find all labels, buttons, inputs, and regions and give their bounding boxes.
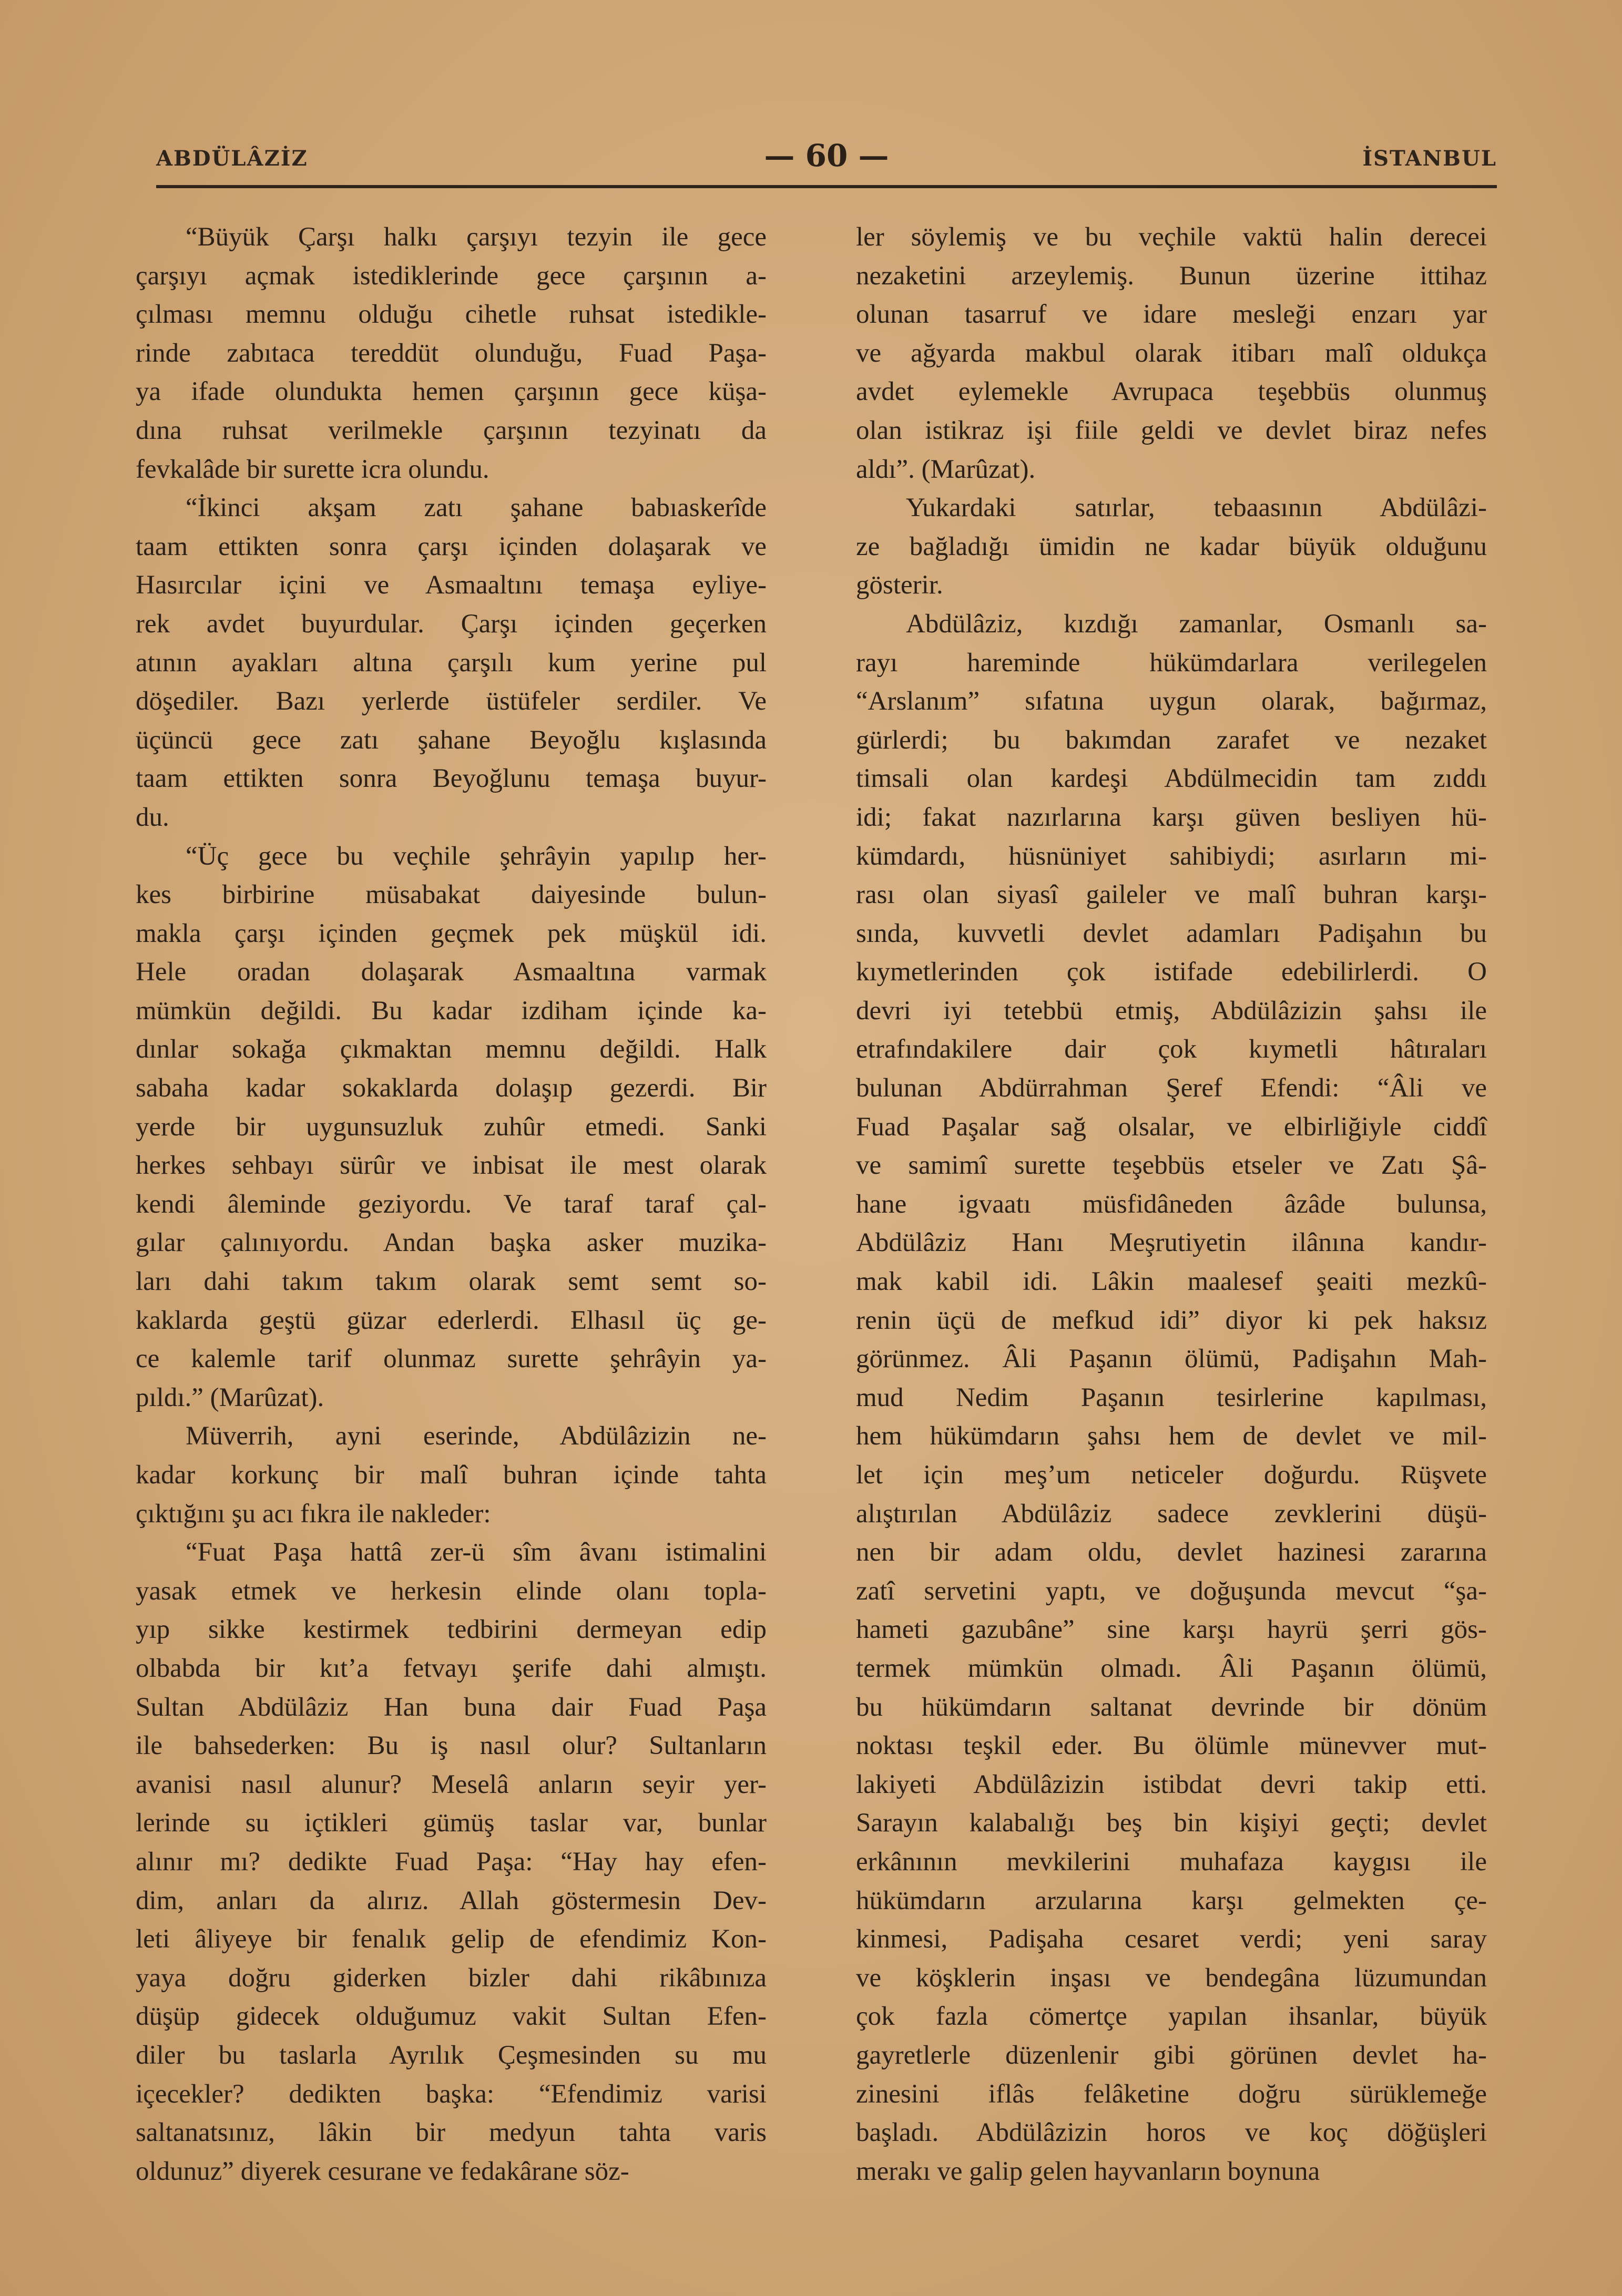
text-line: rinde zabıtaca tereddüt olunduğu, Fuad Paşa- bbox=[136, 338, 767, 368]
text-line: mümkün değildi. Bu kadar izdiham içinde ka- bbox=[136, 996, 767, 1026]
text-line: yıp sikke kestirmek tedbirini dermeyan edip bbox=[136, 1615, 767, 1645]
text-line: Sultan Abdülâziz Han buna dair Fuad Paşa bbox=[136, 1692, 767, 1722]
text-line: gürlerdi; bu bakımdan zarafet ve nezaket bbox=[856, 725, 1487, 755]
text-line: Müverrih, ayni eserinde, Abdülâzizin ne- bbox=[186, 1421, 767, 1451]
text-line: lerinde su içtikleri gümüş taslar var, bunlar bbox=[136, 1808, 767, 1838]
text-line: hameti gazubâne” sine karşı hayrü şerri gös- bbox=[856, 1615, 1487, 1645]
text-line: “Fuat Paşa hattâ zer-ü sîm âvanı istimalini bbox=[186, 1538, 767, 1567]
text-line: dınlar sokağa çıkmaktan memnu değildi. Halk bbox=[136, 1034, 767, 1064]
text-line: noktası teşkil eder. Bu ölümle münevver mut- bbox=[856, 1731, 1487, 1761]
text-line: bulunan Abdürrahman Şeref Efendi: “Âli ve bbox=[856, 1073, 1487, 1103]
text-line: sında, kuvvetli devlet adamları Padişahın bu bbox=[856, 918, 1487, 948]
text-line: dına ruhsat verilmekle çarşının tezyinatı da bbox=[136, 415, 767, 445]
text-line: olan istikraz işi fiile geldi ve devlet biraz nefes bbox=[856, 415, 1487, 445]
text-line: içecekler? dedikten başka: “Efendimiz varisi bbox=[136, 2079, 767, 2109]
left-text-column bbox=[136, 218, 767, 2191]
text-line: erkânının mevkilerini muhafaza kaygısı ile bbox=[856, 1847, 1487, 1877]
text-line: zinesini iflâs felâketine doğru sürüklemeğe bbox=[856, 2079, 1487, 2109]
text-line: mud Nedim Paşanın tesirlerine kapılması, bbox=[856, 1382, 1487, 1412]
text-line: pıldı.” (Marûzat). bbox=[136, 1382, 324, 1412]
text-line: yaya doğru giderken bizler dahi rikâbınıza bbox=[136, 1963, 767, 1993]
text-line: “Üç gece bu veçhile şehrâyin yapılıp her- bbox=[186, 841, 767, 871]
text-line: ve köşklerin inşası ve bendegâna lüzumundan bbox=[856, 1963, 1487, 1993]
text-line: lakiyeti Abdülâzizin istibdat devri takip etti. bbox=[856, 1769, 1487, 1799]
text-line: avanisi nasıl alunur? Meselâ anların seyir yer- bbox=[136, 1769, 767, 1799]
text-line: termek mümkün olmadı. Âli Paşanın ölümü, bbox=[856, 1653, 1487, 1683]
text-line: rası olan siyasî gaileler ve malî buhran karşı- bbox=[856, 880, 1487, 910]
text-line: taam ettikten sonra Beyoğlunu temaşa buyur- bbox=[136, 764, 767, 794]
text-line: mak kabil idi. Lâkin maalesef şeaiti mezkû- bbox=[856, 1267, 1487, 1297]
text-line: kes birbirine müsabakat daiyesinde bulun- bbox=[136, 880, 767, 910]
text-line: zatî servetini yaptı, ve doğuşunda mevcut “şa- bbox=[856, 1576, 1487, 1606]
text-line: çıktığını şu acı fıkra ile nakleder: bbox=[136, 1499, 491, 1529]
header-book-title: ABDÜLÂZİZ bbox=[156, 146, 308, 171]
text-line: üçüncü gece zatı şahane Beyoğlu kışlasında bbox=[136, 725, 767, 755]
text-line: hükümdarın arzularına karşı gelmekten çe- bbox=[856, 1885, 1487, 1915]
text-line: timsali olan kardeşi Abdülmecidin tam zıddı bbox=[856, 764, 1487, 794]
running-header bbox=[156, 138, 1497, 175]
text-line: Fuad Paşalar sağ olsalar, ve elbirliğiyle ciddî bbox=[856, 1112, 1487, 1142]
text-line: “İkinci akşam zatı şahane babıaskerîde bbox=[186, 493, 767, 523]
text-line: hane igvaatı müsfidâneden âzâde bulunsa, bbox=[856, 1189, 1487, 1219]
text-line: nezaketini arzeylemiş. Bunun üzerine ittihaz bbox=[856, 261, 1487, 291]
text-line: kadar korkunç bir malî buhran içinde tahta bbox=[136, 1460, 767, 1490]
text-line: makla çarşı içinden geçmek pek müşkül idi. bbox=[136, 918, 767, 948]
text-line: Abdülâziz, kızdığı zamanlar, Osmanlı sa- bbox=[906, 609, 1487, 639]
text-line: “Büyük Çarşı halkı çarşıyı tezyin ile gece bbox=[186, 222, 767, 252]
text-line: Yukardaki satırlar, tebaasının Abdülâzi- bbox=[906, 493, 1487, 523]
text-line: Sarayın kalabalığı beş bin kişiyi geçti; devlet bbox=[856, 1808, 1487, 1838]
text-line: çılması memnu olduğu cihetle ruhsat istedikle- bbox=[136, 300, 767, 330]
text-line: Hele oradan dolaşarak Asmaaltına varmak bbox=[136, 957, 767, 987]
text-line: düşüp gidecek olduğumuz vakit Sultan Efen- bbox=[136, 2002, 767, 2032]
text-line: ile bahsederken: Bu iş nasıl olur? Sultanların bbox=[136, 1731, 767, 1761]
text-line: kaklarda geştü güzar ederlerdi. Elhasıl üç ge- bbox=[136, 1305, 767, 1335]
text-line: saltanatsınız, lâkin bir medyun tahta varis bbox=[136, 2118, 767, 2148]
text-line: kendi âleminde geziyordu. Ve taraf taraf çal- bbox=[136, 1189, 767, 1219]
text-line: rek avdet buyurdular. Çarşı içinden geçerken bbox=[136, 609, 767, 639]
text-line: diler bu taslarla Ayrılık Çeşmesinden su mu bbox=[136, 2040, 767, 2070]
text-line: olunan tasarruf ve idare mesleği enzarı yar bbox=[856, 300, 1487, 330]
text-line: atının ayakları altına çarşılı kum yerine pul bbox=[136, 648, 767, 678]
text-line: ları dahi takım takım olarak semt semt so- bbox=[136, 1267, 767, 1297]
text-line: let için meş’um neticeler doğurdu. Rüşvete bbox=[856, 1460, 1487, 1490]
text-line: çok fazla cömertçe yapılan ihsanlar, büyük bbox=[856, 2002, 1487, 2032]
text-line: ve samimî surette teşebbüs etseler ve Zatı Şâ- bbox=[856, 1151, 1487, 1181]
text-line: alıştırılan Abdülâziz sadece zevklerini düşü- bbox=[856, 1499, 1487, 1529]
text-line: gayretlerle düzenlenir gibi görünen devlet ha- bbox=[856, 2040, 1487, 2070]
text-line: döşediler. Bazı yerlerde üstüfeler serdiler. Ve bbox=[136, 686, 767, 716]
text-line: ya ifade olundukta hemen çarşının gece küşa- bbox=[136, 377, 767, 407]
text-line: Hasırcılar içini ve Asmaaltını temaşa eyliye- bbox=[136, 570, 767, 600]
text-line: kinmesi, Padişaha cesaret verdi; yeni saray bbox=[856, 1924, 1487, 1954]
text-line: ler söylemiş ve bu veçhile vaktü halin derecei bbox=[856, 222, 1487, 252]
text-line: görünmez. Âli Paşanın ölümü, Padişahın Mah- bbox=[856, 1344, 1487, 1374]
header-section-title: İSTANBUL bbox=[1362, 146, 1497, 171]
text-line: gösterir. bbox=[856, 570, 943, 600]
text-line: gılar çalınıyordu. Andan başka asker muzika- bbox=[136, 1228, 767, 1258]
text-line: aldı”. (Marûzat). bbox=[856, 454, 1036, 484]
text-line: alınır mı? dedikte Fuad Paşa: “Hay hay efen- bbox=[136, 1847, 767, 1877]
text-line: “Arslanım” sıfatına uygun olarak, bağırmaz, bbox=[856, 686, 1487, 716]
text-line: ce kalemle tarif olunmaz surette şehrâyin ya- bbox=[136, 1344, 767, 1374]
text-line: olbabda bir kıt’a fetvayı şerife dahi almıştı. bbox=[136, 1653, 767, 1683]
text-line: nen bir adam oldu, devlet hazinesi zararına bbox=[856, 1538, 1487, 1567]
text-line: etrafındakilere dair çok kıymetli hâtıraları bbox=[856, 1034, 1487, 1064]
text-line: avdet eylemekle Avrupaca teşebbüs olunmuş bbox=[856, 377, 1487, 407]
page-number: — 60 — bbox=[764, 138, 889, 173]
text-line: kümdardı, hüsnüniyet sahibiydi; asırların mi- bbox=[856, 841, 1487, 871]
text-line: çarşıyı açmak istediklerinde gece çarşının a- bbox=[136, 261, 767, 291]
text-line: bu hükümdarın saltanat devrinde bir dönüm bbox=[856, 1692, 1487, 1722]
text-line: devri iyi tetebbü etmiş, Abdülâzizin şahsı ile bbox=[856, 996, 1487, 1026]
text-line: Abdülâziz Hanı Meşrutiyetin ilânına kandır- bbox=[856, 1228, 1487, 1258]
text-line: hem hükümdarın şahsı hem de devlet ve mil- bbox=[856, 1421, 1487, 1451]
text-line: renin üçü de mefkud idi” diyor ki pek haksız bbox=[856, 1305, 1487, 1335]
text-line: yasak etmek ve herkesin elinde olanı topla- bbox=[136, 1576, 767, 1606]
text-line: leti âliyeye bir fenalık gelip de efendimiz Kon- bbox=[136, 1924, 767, 1954]
text-line: herkes sehbayı sürûr ve inbisat ile mest olarak bbox=[136, 1151, 767, 1181]
text-line: başladı. Abdülâzizin horos ve koç döğüşleri bbox=[856, 2118, 1487, 2148]
text-line: ze bağladığı ümidin ne kadar büyük olduğunu bbox=[856, 531, 1487, 561]
text-line: merakı ve galip gelen hayvanların boynuna bbox=[856, 2156, 1320, 2186]
text-line: yerde bir uygunsuzluk zuhûr etmedi. Sanki bbox=[136, 1112, 767, 1142]
text-line: rayı hareminde hükümdarlara verilegelen bbox=[856, 648, 1487, 678]
text-line: idi; fakat nazırlarına karşı güven besliyen hü- bbox=[856, 802, 1487, 832]
text-line: sabaha kadar sokaklarda dolaşıp gezerdi. Bir bbox=[136, 1073, 767, 1103]
text-line: du. bbox=[136, 802, 169, 832]
text-line: taam ettikten sonra çarşı içinden dolaşarak ve bbox=[136, 531, 767, 561]
text-line: ve ağyarda makbul olarak itibarı malî oldukça bbox=[856, 338, 1487, 368]
text-line: fevkalâde bir surette icra olundu. bbox=[136, 454, 489, 484]
text-line: dim, anları da alırız. Allah göstermesin Dev- bbox=[136, 1885, 767, 1915]
header-rule bbox=[156, 185, 1497, 188]
text-line: kıymetlerinden çok istifade edebilirlerdi. O bbox=[856, 957, 1487, 987]
right-text-column bbox=[856, 218, 1487, 2191]
text-line: oldunuz” diyerek cesurane ve fedakârane söz- bbox=[136, 2156, 629, 2186]
